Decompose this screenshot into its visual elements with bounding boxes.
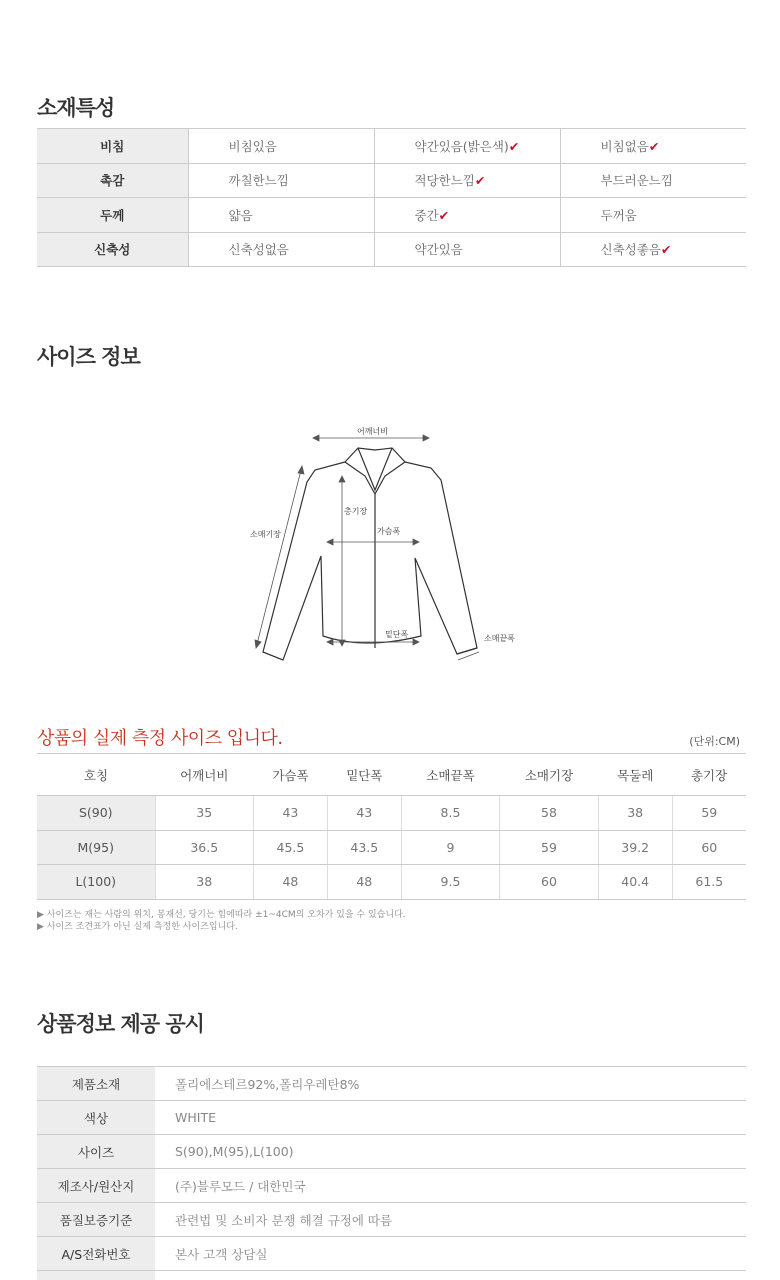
size-row-label: L(100) xyxy=(37,865,155,900)
size-row xyxy=(37,830,746,865)
size-cell: 59 xyxy=(500,830,599,865)
size-column-header: 총기장 xyxy=(672,754,746,796)
total-length-label: 총기장 xyxy=(344,507,368,516)
size-cell: 61.5 xyxy=(672,865,746,900)
size-cell: 36.5 xyxy=(155,830,254,865)
size-footnote-2: ▶ 사이즈 조견표가 아닌 실제 측정한 사이즈입니다. xyxy=(37,922,238,932)
check-mark-icon: ✔ xyxy=(508,138,520,154)
size-row xyxy=(37,865,746,900)
material-option-label: 약간있음(밝은색) xyxy=(414,138,509,154)
size-cell: 8.5 xyxy=(401,796,500,831)
check-mark-icon: ✔ xyxy=(648,138,660,154)
product-info-title: 상품정보 제공 공시 xyxy=(37,1012,204,1036)
material-option-label: 비침없음 xyxy=(600,138,649,154)
size-row-label: M(95) xyxy=(37,830,155,865)
product-info-row xyxy=(37,1237,746,1271)
product-info-value: 관련법 및 소비자 분쟁 해결 규정에 따름 xyxy=(155,1203,746,1237)
product-info-label xyxy=(37,1271,155,1280)
material-option xyxy=(560,198,746,233)
size-cell: 60 xyxy=(500,865,599,900)
material-row xyxy=(37,129,746,164)
product-info-label: 제품소재 xyxy=(37,1067,155,1101)
product-info-row xyxy=(37,1101,746,1135)
size-row-label: S(90) xyxy=(37,796,155,831)
size-column-header: 가슴폭 xyxy=(254,754,328,796)
material-row-label: 비침 xyxy=(37,129,188,164)
size-cell: 38 xyxy=(598,796,672,831)
check-mark-icon: ✔ xyxy=(660,242,672,258)
material-option-label: 신축성좋음 xyxy=(600,242,661,258)
product-info-label: 제조사/원산지 xyxy=(37,1169,155,1203)
product-info-row xyxy=(37,1067,746,1101)
product-info-value: WHITE xyxy=(155,1101,746,1135)
size-cell: 43 xyxy=(327,796,401,831)
product-info-label: 품질보증기준 xyxy=(37,1203,155,1237)
size-cell: 39.2 xyxy=(598,830,672,865)
product-info-row xyxy=(37,1271,746,1280)
size-cell: 35 xyxy=(155,796,254,831)
material-row xyxy=(37,163,746,198)
product-info-row xyxy=(37,1169,746,1203)
product-info-label: 사이즈 xyxy=(37,1135,155,1169)
size-cell: 9.5 xyxy=(401,865,500,900)
material-row xyxy=(37,198,746,233)
product-info-value: 폴리에스테르92%,폴리우레탄8% xyxy=(155,1067,746,1101)
size-column-header: 소매끝폭 xyxy=(401,754,500,796)
material-section-title: 소재특성 xyxy=(37,96,115,120)
size-footnote-1: ▶ 사이즈는 재는 사람의 위치, 봉재선, 당기는 힘에따라 ±1~4CM의 오차가 있을 수 있습니다. xyxy=(37,910,406,920)
material-option-label: 까칠한느낌 xyxy=(228,173,289,189)
size-cell: 48 xyxy=(327,865,401,900)
product-info-label: 색상 xyxy=(37,1101,155,1135)
measurement-notice: 상품의 실제 측정 사이즈 입니다. xyxy=(37,728,283,749)
size-cell: 43 xyxy=(254,796,328,831)
material-option xyxy=(560,163,746,198)
material-option xyxy=(560,232,746,267)
size-cell: 9 xyxy=(401,830,500,865)
size-table xyxy=(37,753,746,900)
material-row-label: 두께 xyxy=(37,198,188,233)
size-cell: 40.4 xyxy=(598,865,672,900)
material-option-label: 부드러운느낌 xyxy=(600,173,673,189)
material-option xyxy=(188,129,374,164)
product-info-table xyxy=(37,1066,746,1280)
material-option-label: 약간있음 xyxy=(414,242,463,258)
product-info-row xyxy=(37,1135,746,1169)
shoulder-label: 어깨너비 xyxy=(357,427,388,436)
size-cell: 43.5 xyxy=(327,830,401,865)
shirt-measurement-diagram xyxy=(245,418,535,670)
material-option xyxy=(188,198,374,233)
material-option xyxy=(374,163,560,198)
material-row-label: 신축성 xyxy=(37,232,188,267)
chest-label: 가슴폭 xyxy=(377,527,401,536)
material-option-label: 두꺼움 xyxy=(600,207,637,223)
size-column-header: 어깨너비 xyxy=(155,754,254,796)
size-column-header: 밑단폭 xyxy=(327,754,401,796)
hem-label: 밑단폭 xyxy=(385,630,409,639)
size-cell: 59 xyxy=(672,796,746,831)
size-cell: 48 xyxy=(254,865,328,900)
material-option xyxy=(188,232,374,267)
size-section-title: 사이즈 정보 xyxy=(37,345,140,369)
size-column-header: 소매기장 xyxy=(500,754,599,796)
unit-label: (단위:CM) xyxy=(689,735,740,748)
size-column-header: 호칭 xyxy=(37,754,155,796)
sleeve-length-label: 소매기장 xyxy=(250,530,281,539)
material-row-label: 촉감 xyxy=(37,163,188,198)
material-option xyxy=(188,163,374,198)
material-option-label: 얇음 xyxy=(228,207,253,223)
cuff-label: 소매끝폭 xyxy=(484,634,515,643)
size-cell: 60 xyxy=(672,830,746,865)
material-option xyxy=(560,129,746,164)
material-option-label: 적당한느낌 xyxy=(414,173,475,189)
material-option xyxy=(374,232,560,267)
product-info-value: S(90),M(95),L(100) xyxy=(155,1135,746,1169)
material-option xyxy=(374,129,560,164)
size-cell: 45.5 xyxy=(254,830,328,865)
material-option xyxy=(374,198,560,233)
product-info-row xyxy=(37,1203,746,1237)
material-option-label: 비침있음 xyxy=(228,138,277,154)
product-info-label: A/S전화번호 xyxy=(37,1237,155,1271)
product-info-value: (주)블루모드 / 대한민국 xyxy=(155,1169,746,1203)
material-table xyxy=(37,128,746,267)
material-row xyxy=(37,232,746,267)
check-mark-icon: ✔ xyxy=(438,207,450,223)
size-cell: 38 xyxy=(155,865,254,900)
size-row xyxy=(37,796,746,831)
material-option-label: 중간 xyxy=(414,207,439,223)
product-info-value: 본사 고객 상담실 xyxy=(155,1237,746,1271)
check-mark-icon: ✔ xyxy=(474,173,486,189)
size-cell: 58 xyxy=(500,796,599,831)
product-info-value xyxy=(155,1271,746,1280)
material-option-label: 신축성없음 xyxy=(228,242,289,258)
size-column-header: 목둘레 xyxy=(598,754,672,796)
